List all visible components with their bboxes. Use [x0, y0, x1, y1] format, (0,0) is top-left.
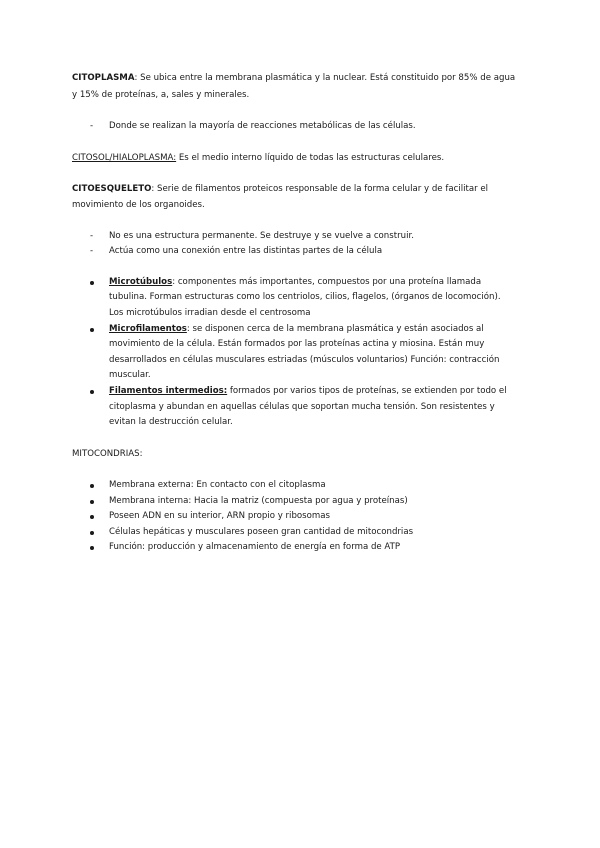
mitocondrias-item-5: Función: producción y almacenamiento de energía en forma de ATP — [109, 542, 401, 552]
microtubulos-line-1: Microtúbulos: componentes más importantes, compuestos por una proteína llamada — [109, 277, 482, 287]
mitocondrias-item-3: Poseen ADN en su interior, ARN propio y ribosomas — [109, 511, 331, 521]
bullet-dot — [90, 531, 94, 535]
mitocondrias-item-1: Membrana externa: En contacto con el citoplasma — [109, 480, 326, 490]
filamentos-line-2: citoplasma y abundan en aquellas células que soportan mucha tensión. Son resistentes y — [109, 402, 495, 412]
dash-bullet: - — [90, 231, 94, 241]
citoesqueleto-term: CITOESQUELETO — [72, 184, 152, 194]
citosol-paragraph — [72, 150, 444, 166]
dash-bullet: - — [90, 121, 94, 131]
microtubulos-term: Microtúbulos — [109, 277, 173, 287]
bullet-dot — [90, 328, 94, 332]
microfilamentos-line-3: desarrollados en células musculares estriadas (músculos voluntarios) Función: contracción — [109, 355, 500, 365]
citoplasma-paragraph-line-2: y 15% de proteínas, a, sales y minerales. — [72, 90, 250, 100]
bullet-dot — [90, 515, 94, 519]
microfilamentos-line-1: Microfilamentos: se disponen cerca de la membrana plasmática y están asociados al — [109, 324, 484, 334]
citoplasma-definition-1: : Se ubica entre la membrana plasmática y la nuclear. Está constituido por 85% de agua — [134, 73, 516, 83]
filamentos-line-3: evitan la destrucción celular. — [109, 417, 233, 427]
mitocondrias-heading: MITOCONDRIAS: — [72, 449, 143, 459]
bullet-dot — [90, 500, 94, 504]
bullet-dot — [90, 390, 94, 394]
citoplasma-point: Donde se realizan la mayoría de reacciones metabólicas de las células. — [109, 121, 416, 131]
microfilamentos-term: Microfilamentos — [109, 324, 187, 334]
citoesqueleto-paragraph-line-2: movimiento de los organoides. — [72, 200, 205, 210]
microfilamentos-line-4: muscular. — [109, 370, 151, 380]
citoesqueleto-definition-1: : Serie de filamentos proteicos responsable de la forma celular y de facilitar el — [151, 184, 489, 194]
filamentos-line-1: Filamentos intermedios: formados por varios tipos de proteínas, se extienden por todo el — [109, 386, 507, 396]
citoesqueleto-point-1: No es una estructura permanente. Se destruye y se vuelve a construir. — [109, 231, 414, 241]
citoesqueleto-point-2: Actúa como una conexión entre las distintas partes de la célula — [109, 246, 383, 256]
bullet-dot — [90, 484, 94, 488]
bullet-dot — [90, 281, 94, 285]
citoplasma-paragraph-line-1 — [72, 70, 515, 86]
dash-bullet: - — [90, 246, 94, 256]
citoplasma-term: CITOPLASMA — [72, 73, 135, 83]
filamentos-term: Filamentos intermedios: — [109, 386, 228, 396]
citosol-definition: Es el medio interno líquido de todas las estructuras celulares. — [176, 153, 445, 163]
citosol-term: CITOSOL/HIALOPLASMA: — [72, 153, 177, 163]
citoesqueleto-paragraph-line-1 — [72, 181, 488, 197]
bullet-dot — [90, 546, 94, 550]
microfilamentos-line-2: movimiento de la célula. Están formados por las proteínas actina y miosina. Están muy — [109, 339, 485, 349]
mitocondrias-item-4: Células hepáticas y musculares poseen gran cantidad de mitocondrias — [109, 527, 414, 537]
mitocondrias-item-2: Membrana interna: Hacia la matriz (compuesta por agua y proteínas) — [109, 496, 408, 506]
microtubulos-line-3: Los microtúbulos irradian desde el centrosoma — [109, 308, 311, 318]
microtubulos-line-2: tubulina. Forman estructuras como los centriolos, cilios, flagelos, (órganos de locomoción). — [109, 292, 501, 302]
